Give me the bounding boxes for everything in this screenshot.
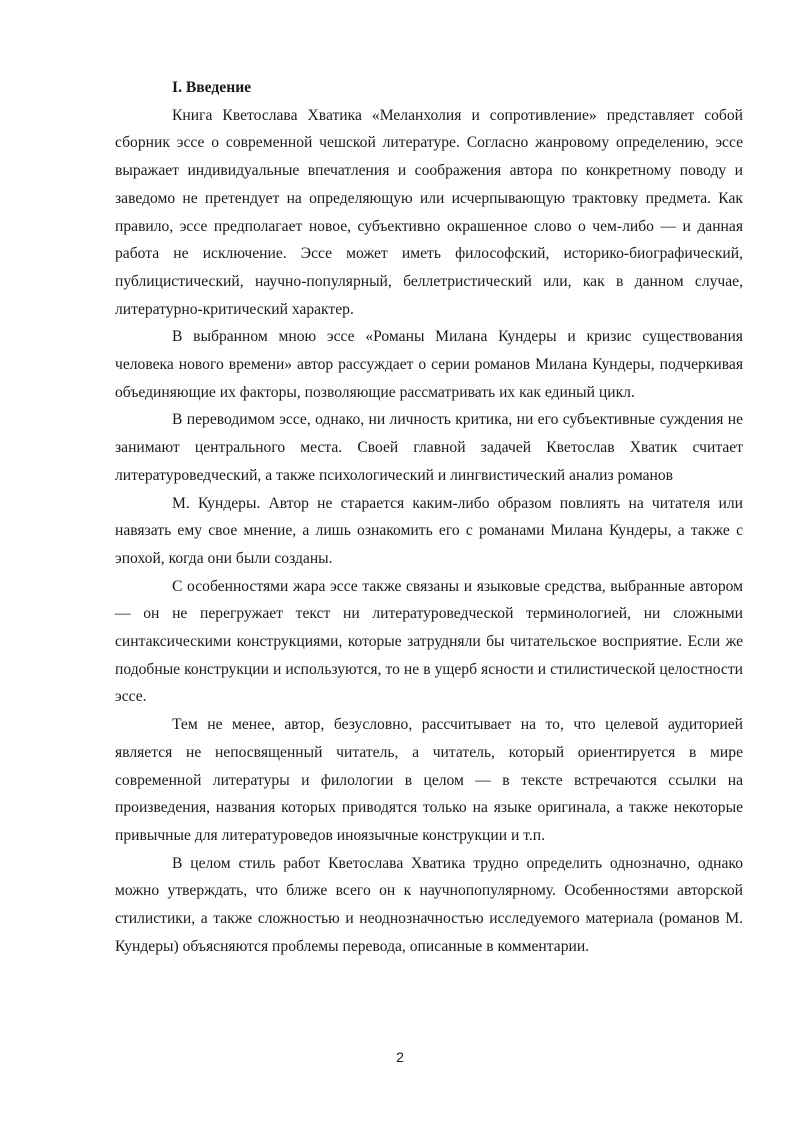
page-number: 2 xyxy=(396,1049,404,1065)
paragraph-3: В переводимом эссе, однако, ни личность критика, ни его субъективные суждения не занимают центрального места. Своей главной задачей Кветослав Хватик считает литературоведческий, а также психологический и лингвистический анализ романов xyxy=(115,411,743,484)
section-heading: I. Введение xyxy=(172,79,252,96)
paragraph-1: Книга Кветослава Хватика «Меланхолия и сопротивление» представляет собой сборник эссе о современной чешской литературе. Согласно жанровому определению, эссе выражает индивидуальные впечатления и соображения автора по конкретному поводу и заведомо не претендует на определяющую или исчерпывающую трактовку предмета. Как правило, эссе предполагает новое, субъективно окрашенное слово о чем-либо — и данная работа не исключение. Эссе может иметь философский, историко-биографический, публицистический, научно-популярный, беллетристический или, как в данном случае, литературно-критический характер. xyxy=(115,106,743,318)
page-body xyxy=(115,74,743,961)
paragraph-4: М. Кундеры. Автор не старается каким-либо образом повлиять на читателя или навязать ему свое мнение, а лишь ознакомить его с романами Милана Кундеры, а также с эпохой, когда они были созданы. xyxy=(115,494,743,567)
paragraph-2: В выбранном мною эссе «Романы Милана Кундеры и кризис существования человека нового времени» автор рассуждает о серии романов Милана Кундеры, подчеркивая объединяющие их факторы, позволяющие рассматривать их как единый цикл. xyxy=(115,328,743,401)
paragraph-5: С особенностями жара эссе также связаны и языковые средства, выбранные автором — он не перегружает текст ни литературоведческой терминологией, ни сложными синтаксическими конструкциями, которые затрудняли бы читательское восприятие. Если же подобные конструкции и используются, то не в ущерб ясности и стилистической целостности эссе. xyxy=(115,577,743,706)
paragraph-7: В целом стиль работ Кветослава Хватика трудно определить однозначно, однако можно утверждать, что ближе всего он к научнопопулярному. Особенностями авторской стилистики, а также сложностью и неоднозначностью исследуемого материала (романов М. Кундеры) объясняются проблемы перевода, описанные в комментарии. xyxy=(115,854,743,955)
paragraph-6: Тем не менее, автор, безусловно, рассчитывает на то, что целевой аудиторией является не непосвященный читатель, а читатель, который ориентируется в мире современной литературы и филологии в целом — в тексте встречаются ссылки на произведения, названия которых приводятся только на языке оригинала, а также некоторые привычные для литературоведов иноязычные конструкции и т.п. xyxy=(115,716,743,844)
